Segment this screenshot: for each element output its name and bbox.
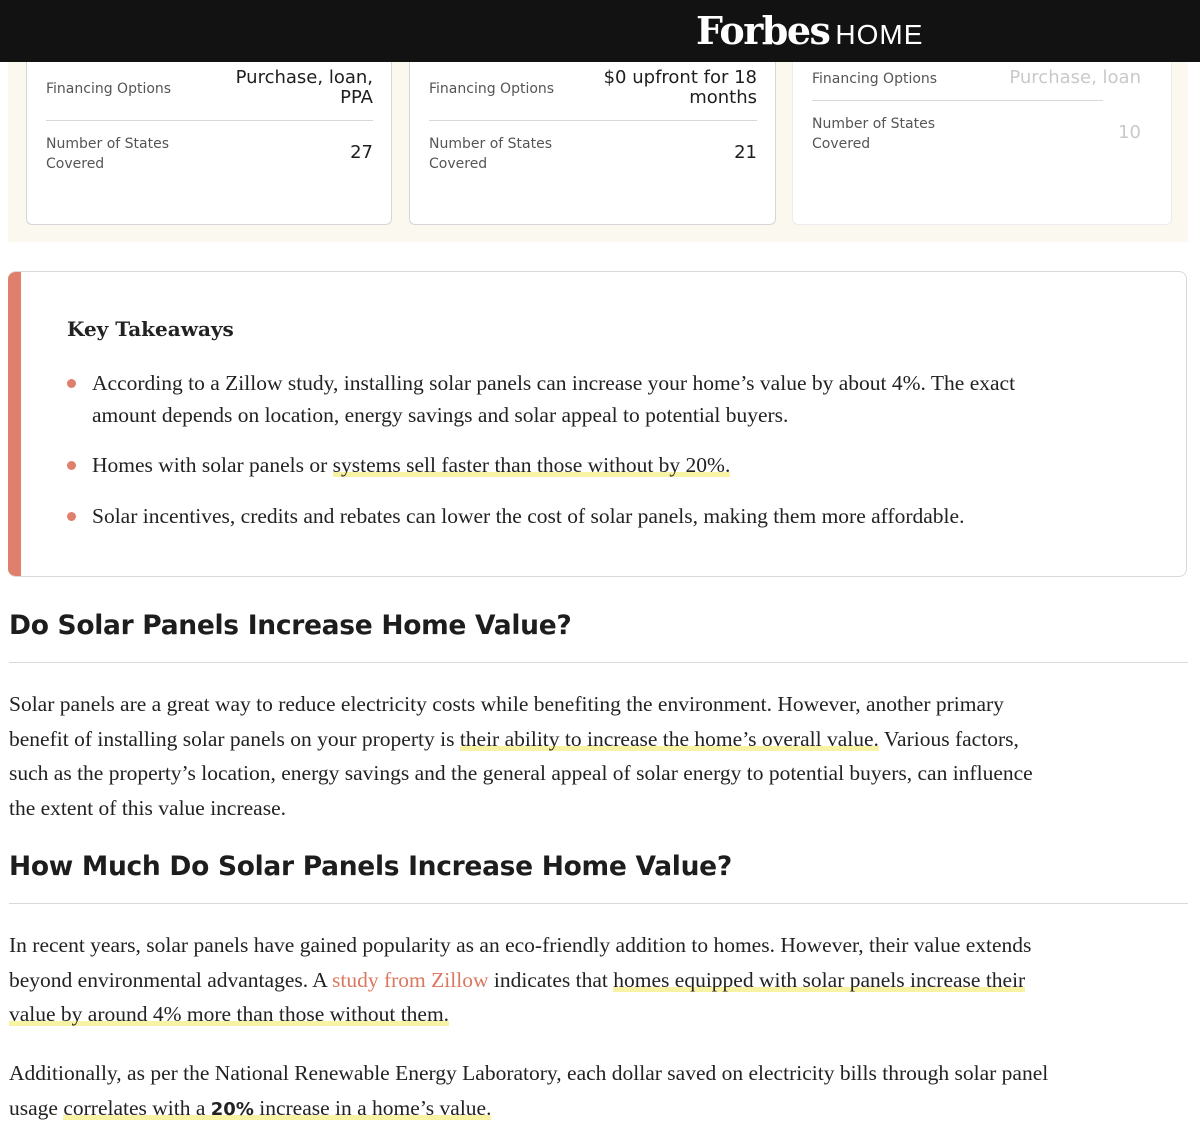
- takeaway-text-line1: According to a Zillow study, installing solar panels can increase your home’s value by about 4%. The exact: [92, 371, 1016, 395]
- takeaway-item: [92, 449, 1152, 481]
- article-paragraph: [9, 1056, 1189, 1127]
- paragraph-line: Various factors,: [878, 726, 1019, 751]
- financing-options-label: Financing Options: [46, 81, 172, 97]
- section-heading: Do Solar Panels Increase Home Value?: [9, 610, 572, 641]
- article-paragraph: [9, 687, 1189, 825]
- highlighted-text: increase in a home’s value.: [253, 1095, 492, 1120]
- takeaway-text: Solar incentives, credits and rebates can lower the cost of solar panels, making them more affordable.: [92, 504, 965, 528]
- states-covered-label-line2: Covered: [429, 156, 488, 172]
- highlighted-text: value by around 4% more than those without them.: [9, 1002, 450, 1026]
- financing-options-value-line1: Purchase, loan: [1009, 67, 1141, 88]
- article-paragraph: [9, 928, 1189, 1032]
- financing-options-label: Financing Options: [429, 81, 555, 97]
- card-divider: [46, 120, 373, 121]
- states-covered-label-line2: Covered: [812, 136, 871, 152]
- provider-card-2: [409, 62, 776, 225]
- takeaway-item: [92, 367, 1152, 431]
- states-covered-label-line2: Covered: [46, 156, 105, 172]
- forbes-home-logo[interactable]: [696, 8, 923, 53]
- section-heading: How Much Do Solar Panels Increase Home Value?: [9, 851, 732, 882]
- paragraph-line: Additionally, as per the National Renewable Energy Laboratory, each dollar saved on electricity bills through solar panel: [9, 1061, 1049, 1085]
- financing-options-value-line1: $0 upfront for 18: [603, 67, 757, 88]
- card-divider: [429, 120, 757, 121]
- states-covered-value: 21: [734, 142, 757, 163]
- financing-options-value-line2: PPA: [340, 87, 373, 108]
- takeaways-title: Key Takeaways: [67, 317, 234, 341]
- bullet-icon: [67, 461, 76, 470]
- paragraph-line: usage: [9, 1095, 64, 1120]
- financing-options-value-line1: Purchase, loan,: [235, 67, 373, 88]
- paragraph-line: In recent years, solar panels have gained popularity as an eco-friendly addition to homes. However, their value extends: [9, 933, 1032, 957]
- zillow-study-link[interactable]: study from Zillow: [332, 967, 489, 992]
- financing-options-value-line2: months: [689, 87, 757, 108]
- bullet-icon: [67, 379, 76, 388]
- states-covered-label-line1: Number of States: [812, 116, 935, 132]
- provider-card-3: [792, 62, 1172, 225]
- highlighted-text: homes equipped with solar panels increase their: [613, 967, 1026, 992]
- paragraph-line: indicates that: [488, 967, 614, 992]
- section-divider: [9, 903, 1188, 904]
- states-covered-label-line1: Number of States: [46, 136, 169, 152]
- paragraph-line: beyond environmental advantages. A: [9, 967, 333, 992]
- states-covered-label-line1: Number of States: [429, 136, 552, 152]
- paragraph-line: benefit of installing solar panels on your property is: [9, 726, 460, 751]
- states-covered-value: 27: [350, 142, 373, 163]
- provider-card-1: [26, 62, 392, 225]
- brand-suffix: HOME: [835, 19, 924, 50]
- highlighted-text: systems sell faster than those without by 20%.: [332, 453, 731, 477]
- states-covered-value: 10: [1118, 122, 1141, 143]
- highlighted-text: their ability to increase the home’s overall value.: [459, 726, 879, 751]
- financing-options-label: Financing Options: [812, 71, 938, 87]
- takeaway-text: Homes with solar panels or: [92, 453, 333, 477]
- paragraph-line: the extent of this value increase.: [9, 795, 287, 820]
- brand-name: Forbes: [696, 8, 830, 53]
- highlighted-text: correlates with a: [63, 1095, 211, 1120]
- takeaway-item: [92, 500, 1152, 532]
- takeaways-accent-bar: [8, 272, 21, 576]
- highlighted-bold-text: 20%: [210, 1098, 254, 1120]
- section-divider: [9, 662, 1188, 663]
- bullet-icon: [67, 512, 76, 521]
- site-header: [0, 0, 1200, 62]
- key-takeaways-box: [8, 271, 1187, 577]
- card-divider: [812, 100, 1103, 101]
- paragraph-line: Solar panels are a great way to reduce electricity costs while benefiting the environment. However, another primary: [9, 692, 1004, 716]
- paragraph-line: such as the property’s location, energy savings and the general appeal of solar energy to potential buyers, can influence: [9, 761, 1033, 785]
- takeaway-text-line2: amount depends on location, energy savings and solar appeal to potential buyers.: [92, 403, 789, 427]
